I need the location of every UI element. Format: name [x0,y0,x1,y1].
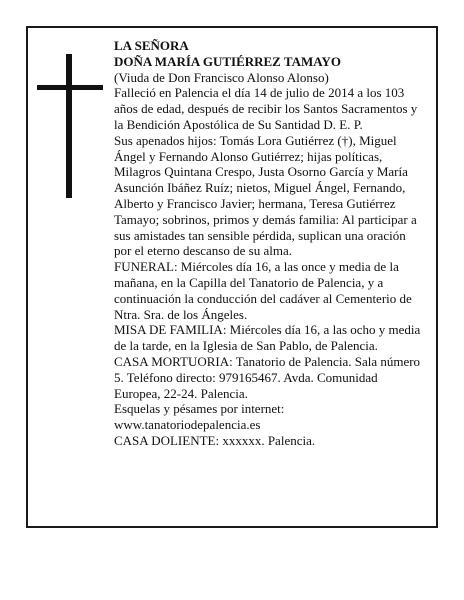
internet-label: Esquelas y pésames por internet: [114,401,285,417]
mortuary-paragraph: CASA MORTUORIA: Tanatorio de Palencia. Sala número 5. Teléfono directo: 979165467. Avda. Comunidad Europea, 22-24. Palencia. [114,353,421,401]
death-paragraph: Falleció en Palencia el día 14 de julio de 2014 a los 103 años de edad, después de recibir los Santos Sacramentos y la Bendición Apostólica de Su Santidad D. E. P. [114,85,418,132]
title-line-1: LA SEÑORA [114,38,189,53]
obituary-text [114,38,422,449]
deceased-name: DOÑA MARÍA GUTIÉRREZ TAMAYO [114,53,341,69]
internet-url: www.tanatoriodepalencia.es [114,417,261,433]
cross-icon [37,54,103,198]
funeral-paragraph: FUNERAL: Miércoles día 16, a las once y media de la mañana, en la Capilla del Tanatorio de Palencia, y a continuación la conducción del cadáver al Cementerio de Ntra. Sra. de los Ángeles. [114,259,412,322]
mass-paragraph: MISA DE FAMILIA: Miércoles día 16, a las ocho y media de la tarde, en la Iglesia de San Pablo, de Palencia. [114,322,421,354]
widow-note: (Viuda de Don Francisco Alonso Alonso) [114,69,329,85]
family-paragraph: Sus apenados hijos: Tomás Lora Gutiérrez (†), Miguel Ángel y Fernando Alonso Gutiérrez; hijas políticas, Milagros Quintana Crespo, Justa Osorno García y María Asunción Ibáñez Ruíz; nietos, Miguel Ángel, Fernando, Alberto y Francisco Javier; hermana, Teresa Gutiérrez Tamayo; sobrinos, primos y demás familia: Al participar a sus amistades tan sensible pérdida, suplican una oración por el eterno descanso de su alma. [114,132,417,259]
grieving-house: CASA DOLIENTE: xxxxxx. Palencia. [114,432,316,448]
